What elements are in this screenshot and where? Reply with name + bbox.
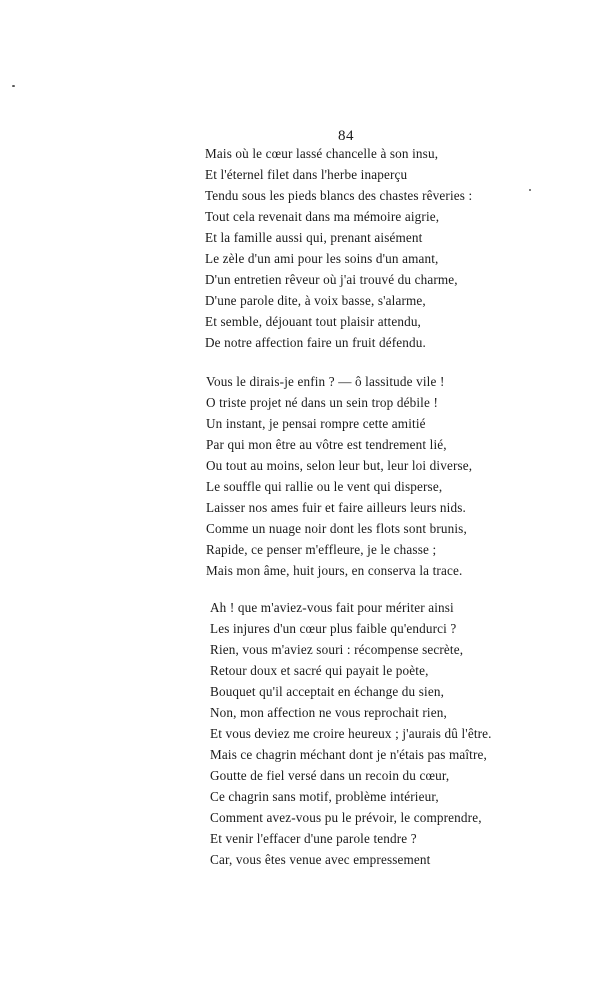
verse-line: Car, vous êtes venue avec empressement bbox=[210, 852, 431, 867]
scan-speck bbox=[12, 85, 15, 87]
verse-line: D'un entretien rêveur où j'ai trouvé du charme, bbox=[205, 272, 458, 287]
verse-line: Bouquet qu'il acceptait en échange du sien, bbox=[210, 684, 445, 699]
verse-line: Comme un nuage noir dont les flots sont brunis, bbox=[206, 521, 467, 536]
verse-line: Tendu sous les pieds blancs des chastes rêveries : bbox=[205, 188, 473, 203]
scan-speck bbox=[529, 189, 531, 191]
page-number: 84 bbox=[338, 128, 354, 144]
verse-line: Et vous deviez me croire heureux ; j'aurais dû l'être. bbox=[210, 726, 492, 741]
verse-line: Vous le dirais-je enfin ? — ô lassitude vile ! bbox=[206, 374, 445, 389]
verse-line: Les injures d'un cœur plus faible qu'endurci ? bbox=[210, 621, 457, 636]
verse-line: Goutte de fiel versé dans un recoin du cœur, bbox=[210, 768, 450, 783]
verse-line: D'une parole dite, à voix basse, s'alarme, bbox=[205, 293, 426, 308]
verse-line: Laisser nos ames fuir et faire ailleurs leurs nids. bbox=[206, 500, 466, 515]
verse-line: Mais où le cœur lassé chancelle à son insu, bbox=[205, 146, 439, 161]
verse-line: Mais ce chagrin méchant dont je n'étais pas maître, bbox=[210, 747, 487, 762]
verse-line: Rien, vous m'aviez souri : récompense secrète, bbox=[210, 642, 464, 657]
verse-line: Retour doux et sacré qui payait le poète, bbox=[210, 663, 429, 678]
verse-line: Et l'éternel filet dans l'herbe inaperçu bbox=[205, 167, 408, 182]
verse-line: Ah ! que m'aviez-vous fait pour mériter ainsi bbox=[210, 600, 454, 615]
verse-line: Par qui mon être au vôtre est tendrement lié, bbox=[206, 437, 447, 452]
verse-line: O triste projet né dans un sein trop débile ! bbox=[206, 395, 438, 410]
verse-line: Ce chagrin sans motif, problème intérieur, bbox=[210, 789, 439, 804]
verse-line: Non, mon affection ne vous reprochait rien, bbox=[210, 705, 447, 720]
verse-line: Le souffle qui rallie ou le vent qui disperse, bbox=[206, 479, 443, 494]
verse-line: Le zèle d'un ami pour les soins d'un amant, bbox=[205, 251, 439, 266]
verse-line: Rapide, ce penser m'effleure, je le chasse ; bbox=[206, 542, 437, 557]
verse-line: Et venir l'effacer d'une parole tendre ? bbox=[210, 831, 417, 846]
verse-line: Un instant, je pensai rompre cette amitié bbox=[206, 416, 426, 431]
verse-line: Tout cela revenait dans ma mémoire aigrie, bbox=[205, 209, 440, 224]
verse-line: Mais mon âme, huit jours, en conserva la trace. bbox=[206, 563, 463, 578]
verse-line: Et semble, déjouant tout plaisir attendu, bbox=[205, 314, 422, 329]
verse-line: Ou tout au moins, selon leur but, leur loi diverse, bbox=[206, 458, 473, 473]
verse-line: De notre affection faire un fruit défendu. bbox=[205, 335, 426, 350]
verse-line: Et la famille aussi qui, prenant aisément bbox=[205, 230, 423, 245]
verse-line: Comment avez-vous pu le prévoir, le comprendre, bbox=[210, 810, 482, 825]
